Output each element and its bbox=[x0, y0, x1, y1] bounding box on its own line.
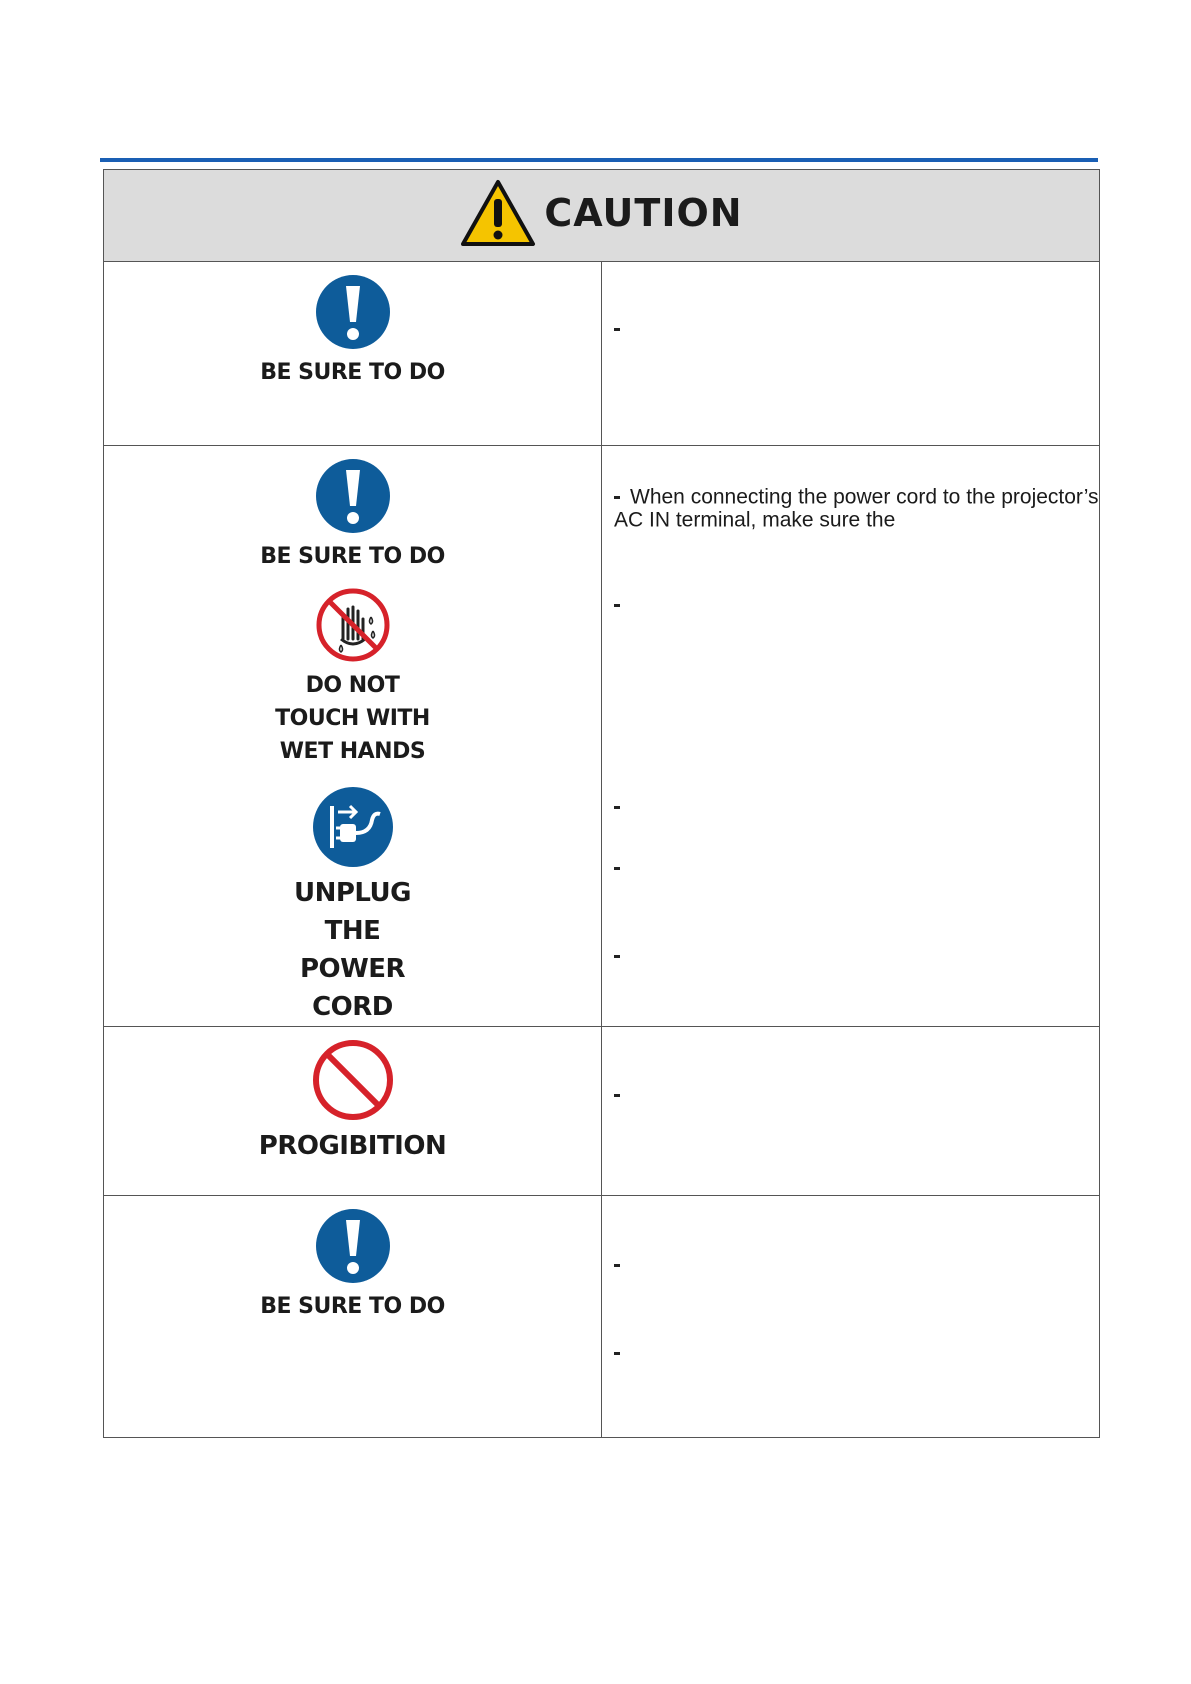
prohibition-icon bbox=[312, 1039, 394, 1121]
symbol-label: PROGIBITION bbox=[258, 1131, 447, 1161]
bullet bbox=[614, 318, 630, 340]
warning-triangle-icon bbox=[460, 179, 536, 247]
bullet bbox=[614, 1342, 630, 1364]
text-cell bbox=[602, 1196, 1100, 1438]
bullet bbox=[614, 945, 630, 967]
mandatory-exclamation-icon bbox=[315, 458, 391, 534]
text-cell bbox=[602, 1027, 1100, 1196]
bullet-text: When connecting the power cord to the projector’s AC IN terminal, make sure the bbox=[614, 485, 1099, 532]
bullet bbox=[614, 857, 630, 879]
unplug-power-cord-icon bbox=[312, 786, 394, 868]
mandatory-exclamation-icon bbox=[315, 274, 391, 350]
caution-row-4 bbox=[104, 1196, 1100, 1438]
caution-row-2 bbox=[104, 446, 1100, 1027]
mandatory-exclamation-icon bbox=[315, 1208, 391, 1284]
caution-row-3 bbox=[104, 1027, 1100, 1196]
symbol-cell bbox=[104, 1027, 602, 1196]
symbol-label: UNPLUG THE POWER CORD bbox=[293, 878, 412, 1022]
symbol-cell bbox=[104, 446, 602, 1027]
symbol-label: BE SURE TO DO bbox=[260, 360, 445, 385]
top-rule bbox=[100, 158, 1098, 162]
text-cell bbox=[602, 262, 1100, 446]
no-wet-hands-icon bbox=[315, 587, 391, 663]
caution-header bbox=[104, 170, 1100, 262]
symbol-label: BE SURE TO DO bbox=[260, 1294, 445, 1319]
bullet bbox=[614, 486, 1099, 531]
caution-row-1 bbox=[104, 262, 1100, 446]
symbol-cell bbox=[104, 262, 602, 446]
text-cell bbox=[602, 446, 1100, 1027]
symbol-cell bbox=[104, 1196, 602, 1438]
symbol-label: BE SURE TO DO bbox=[260, 544, 445, 569]
bullet bbox=[614, 1254, 630, 1276]
bullet bbox=[614, 1084, 630, 1106]
bullet bbox=[614, 594, 630, 616]
caution-title: CAUTION bbox=[544, 191, 743, 235]
caution-table bbox=[103, 169, 1100, 1438]
symbol-label: DO NOT TOUCH WITH WET HANDS bbox=[275, 673, 430, 764]
bullet bbox=[614, 796, 630, 818]
